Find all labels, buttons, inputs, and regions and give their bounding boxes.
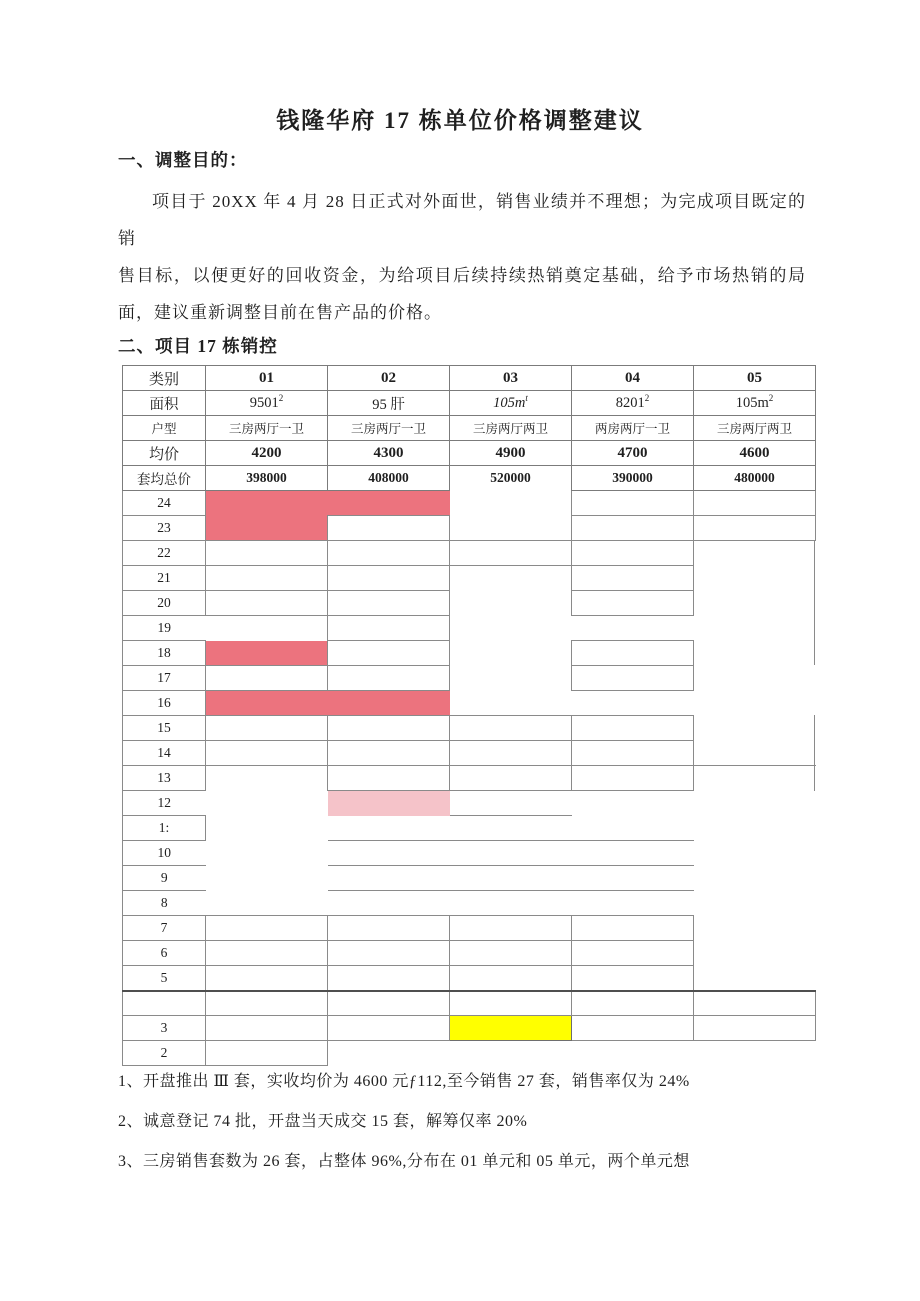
floor-cell bbox=[328, 941, 450, 966]
column-header: 05 bbox=[694, 366, 816, 391]
floor-row bbox=[123, 966, 816, 991]
floor-row bbox=[123, 616, 816, 641]
floor-cell bbox=[572, 641, 694, 666]
floor-cell bbox=[328, 666, 450, 691]
floor-cell bbox=[450, 1041, 572, 1066]
floor-cell bbox=[694, 616, 816, 641]
floor-cell bbox=[694, 816, 816, 841]
floor-label: 24 bbox=[123, 491, 206, 516]
floor-cell bbox=[328, 866, 450, 891]
floor-row bbox=[123, 1016, 816, 1041]
floor-cell bbox=[694, 766, 816, 791]
floor-cell bbox=[328, 491, 450, 516]
area-base: 105m bbox=[735, 394, 769, 411]
floor-cell bbox=[328, 891, 450, 916]
floor-cell bbox=[328, 516, 450, 541]
total-price-value: 480000 bbox=[694, 466, 816, 491]
area-value bbox=[206, 391, 328, 416]
floor-label: 23 bbox=[123, 516, 206, 541]
floor-label: 3 bbox=[123, 1016, 206, 1041]
floor-cell bbox=[694, 966, 816, 991]
floor-cell bbox=[206, 791, 328, 816]
page-title: 钱隆华府 17 栋单位价格调整建议 bbox=[276, 108, 644, 133]
floor-row bbox=[123, 941, 816, 966]
floor-row bbox=[123, 791, 816, 816]
floor-cell bbox=[206, 491, 328, 516]
floor-cell bbox=[206, 591, 328, 616]
area-superscript: t bbox=[525, 392, 528, 403]
floor-cell bbox=[572, 866, 694, 891]
table-right-edge-line bbox=[814, 715, 815, 791]
total-price-value: 390000 bbox=[572, 466, 694, 491]
area-superscript: 2 bbox=[644, 392, 650, 403]
floor-cell bbox=[206, 666, 328, 691]
floor-cell bbox=[328, 541, 450, 566]
floor-label: 14 bbox=[123, 741, 206, 766]
floor-row bbox=[123, 591, 816, 616]
purpose-paragraph bbox=[118, 183, 806, 331]
floor-cell bbox=[450, 1016, 572, 1041]
row-label-unit-type: 户型 bbox=[123, 416, 206, 441]
floor-label: 2 bbox=[123, 1041, 206, 1066]
floor-row bbox=[123, 1041, 816, 1066]
row-label-total-price: 套均总价 bbox=[123, 466, 206, 491]
floor-cell bbox=[206, 716, 328, 741]
floor-label: 10 bbox=[123, 841, 206, 866]
floor-cell bbox=[328, 916, 450, 941]
floor-cell bbox=[572, 891, 694, 916]
note-3: 3、三房销售套数为 26 套，占整体 96%,分布在 01 单元和 05 单元，两个单元想 bbox=[118, 1153, 690, 1170]
row-label-area: 面积 bbox=[123, 391, 206, 416]
floor-cell bbox=[206, 891, 328, 916]
avg-price-value: 4300 bbox=[328, 441, 450, 466]
floor-cell bbox=[694, 866, 816, 891]
floor-label: 1: bbox=[123, 816, 206, 841]
floor-cell bbox=[450, 541, 572, 566]
floor-row bbox=[123, 991, 816, 1016]
avg-price-value: 4900 bbox=[450, 441, 572, 466]
area-superscript: 2 bbox=[278, 392, 284, 403]
area-base: 105m bbox=[493, 394, 526, 411]
floor-row bbox=[123, 766, 816, 791]
floor-cell bbox=[450, 616, 572, 641]
floor-label: 12 bbox=[123, 791, 206, 816]
paragraph-line: 售目标，以便更好的回收资金，为给项目后续持续热销奠定基础，给予市场热销的局 bbox=[118, 266, 806, 285]
table-right-edge-line bbox=[814, 540, 815, 665]
floor-cell bbox=[450, 591, 572, 616]
floor-cell bbox=[694, 891, 816, 916]
area-value bbox=[572, 391, 694, 416]
floor-cell bbox=[206, 741, 328, 766]
floor-cell bbox=[206, 541, 328, 566]
column-header: 02 bbox=[328, 366, 450, 391]
floor-cell bbox=[694, 666, 816, 691]
floor-label: 15 bbox=[123, 716, 206, 741]
table-row-category bbox=[123, 366, 816, 391]
sales-control-table bbox=[122, 365, 816, 1066]
floor-cell bbox=[572, 591, 694, 616]
floor-cell bbox=[206, 941, 328, 966]
floor-cell bbox=[694, 491, 816, 516]
floor-cell bbox=[206, 916, 328, 941]
section-purpose-heading: 一、调整目的： bbox=[118, 150, 248, 170]
floor-label: 20 bbox=[123, 591, 206, 616]
unit-type-value: 三房两厅两卫 bbox=[450, 416, 572, 441]
floor-cell bbox=[206, 691, 328, 716]
floor-row bbox=[123, 666, 816, 691]
floor-cell bbox=[450, 641, 572, 666]
floor-label: 5 bbox=[123, 966, 206, 991]
floor-cell bbox=[572, 941, 694, 966]
floor-row bbox=[123, 566, 816, 591]
floor-cell bbox=[450, 841, 572, 866]
floor-cell bbox=[694, 916, 816, 941]
floor-cell bbox=[206, 1016, 328, 1041]
column-header-label: 类别 bbox=[123, 366, 206, 391]
floor-cell bbox=[328, 1016, 450, 1041]
floor-row bbox=[123, 716, 816, 741]
floor-cell bbox=[450, 691, 572, 716]
unit-type-value: 三房两厅两卫 bbox=[694, 416, 816, 441]
floor-label: 9 bbox=[123, 866, 206, 891]
floor-cell bbox=[206, 616, 328, 641]
floor-cell bbox=[572, 666, 694, 691]
floor-label: 19 bbox=[123, 616, 206, 641]
floor-cell bbox=[206, 866, 328, 891]
floor-cell bbox=[694, 691, 816, 716]
area-value bbox=[694, 391, 816, 416]
avg-price-value: 4600 bbox=[694, 441, 816, 466]
floor-label: 21 bbox=[123, 566, 206, 591]
floor-cell bbox=[694, 791, 816, 816]
floor-cell bbox=[328, 716, 450, 741]
floor-cell bbox=[572, 691, 694, 716]
floor-cell bbox=[450, 816, 572, 841]
floor-cell bbox=[450, 666, 572, 691]
floor-cell bbox=[450, 891, 572, 916]
column-header: 03 bbox=[450, 366, 572, 391]
floor-row bbox=[123, 691, 816, 716]
note-1: 1、开盘推出 Ⅲ 套，实收均价为 4600 元ƒ112,至今销售 27 套，销售率仅为 24% bbox=[118, 1073, 690, 1090]
floor-cell bbox=[572, 991, 694, 1016]
floor-row bbox=[123, 891, 816, 916]
floor-cell bbox=[328, 566, 450, 591]
floor-cell bbox=[206, 641, 328, 666]
floor-cell bbox=[450, 741, 572, 766]
floor-cell bbox=[328, 816, 450, 841]
floor-cell bbox=[328, 991, 450, 1016]
floor-cell bbox=[328, 616, 450, 641]
floor-label bbox=[123, 991, 206, 1016]
column-header: 01 bbox=[206, 366, 328, 391]
area-value bbox=[328, 391, 450, 416]
floor-cell bbox=[328, 641, 450, 666]
floor-row bbox=[123, 866, 816, 891]
unit-type-value: 三房两厅一卫 bbox=[206, 416, 328, 441]
floor-cell bbox=[206, 766, 328, 791]
area-superscript: 2 bbox=[768, 392, 774, 403]
floor-cell bbox=[572, 816, 694, 841]
paragraph-line: 项目于 20XX 年 4 月 28 日正式对外面世，销售业绩并不理想；为完成项目既定的销 bbox=[118, 192, 806, 248]
floor-row bbox=[123, 816, 816, 841]
floor-cell bbox=[450, 516, 572, 541]
floor-cell bbox=[328, 1041, 450, 1066]
floor-cell bbox=[328, 691, 450, 716]
floor-row bbox=[123, 641, 816, 666]
floor-cell bbox=[694, 541, 816, 566]
floor-cell bbox=[328, 766, 450, 791]
floor-cell bbox=[450, 566, 572, 591]
floor-cell bbox=[694, 1016, 816, 1041]
floor-cell bbox=[206, 991, 328, 1016]
row-label-avg-price: 均价 bbox=[123, 441, 206, 466]
floor-cell bbox=[572, 841, 694, 866]
unit-type-value: 两房两厅一卫 bbox=[572, 416, 694, 441]
floor-cell bbox=[206, 841, 328, 866]
floor-cell bbox=[694, 991, 816, 1016]
floor-label: 17 bbox=[123, 666, 206, 691]
floor-cell bbox=[694, 841, 816, 866]
total-price-value: 398000 bbox=[206, 466, 328, 491]
floor-cell bbox=[450, 916, 572, 941]
floor-label: 8 bbox=[123, 891, 206, 916]
floor-row bbox=[123, 491, 816, 516]
floor-label: 18 bbox=[123, 641, 206, 666]
floor-cell bbox=[572, 491, 694, 516]
floor-label: 22 bbox=[123, 541, 206, 566]
floor-cell bbox=[450, 491, 572, 516]
floor-cell bbox=[694, 941, 816, 966]
floor-row bbox=[123, 916, 816, 941]
floor-cell bbox=[450, 716, 572, 741]
total-price-value: 408000 bbox=[328, 466, 450, 491]
floor-row bbox=[123, 516, 816, 541]
floor-cell bbox=[572, 516, 694, 541]
note-2: 2、诚意登记 74 批，开盘当天成交 15 套，解筹仅率 20% bbox=[118, 1113, 528, 1130]
floor-cell bbox=[572, 616, 694, 641]
floor-cell bbox=[572, 716, 694, 741]
floor-cell bbox=[206, 966, 328, 991]
floor-label: 6 bbox=[123, 941, 206, 966]
floor-row bbox=[123, 741, 816, 766]
floor-cell bbox=[572, 541, 694, 566]
unit-type-value: 三房两厅一卫 bbox=[328, 416, 450, 441]
sales-control-table-wrapper bbox=[122, 365, 815, 1066]
floor-cell bbox=[694, 591, 816, 616]
floor-cell bbox=[572, 966, 694, 991]
floor-cell bbox=[328, 966, 450, 991]
floor-row bbox=[123, 841, 816, 866]
table-row-total-price bbox=[123, 466, 816, 491]
floor-cell bbox=[450, 941, 572, 966]
area-value bbox=[450, 391, 572, 416]
area-base: 95 肝 bbox=[372, 396, 405, 413]
total-price-value: 520000 bbox=[450, 466, 572, 491]
floor-cell bbox=[450, 966, 572, 991]
section-sales-heading: 二、项目 17 栋销控 bbox=[118, 336, 278, 356]
floor-cell bbox=[572, 741, 694, 766]
floor-cell bbox=[694, 566, 816, 591]
floor-cell bbox=[572, 916, 694, 941]
floor-label: 7 bbox=[123, 916, 206, 941]
avg-price-value: 4200 bbox=[206, 441, 328, 466]
floor-cell bbox=[694, 741, 816, 766]
floor-cell bbox=[572, 1041, 694, 1066]
floor-cell bbox=[328, 741, 450, 766]
floor-cell bbox=[694, 1041, 816, 1066]
floor-cell bbox=[206, 566, 328, 591]
floor-cell bbox=[694, 641, 816, 666]
paragraph-line: 面，建议重新调整目前在售产品的价格。 bbox=[118, 303, 442, 322]
floor-cell bbox=[572, 566, 694, 591]
floor-cell bbox=[572, 1016, 694, 1041]
floor-cell bbox=[450, 866, 572, 891]
floor-cell bbox=[572, 791, 694, 816]
area-base: 9501 bbox=[249, 394, 279, 411]
floor-cell bbox=[328, 591, 450, 616]
floor-cell bbox=[694, 516, 816, 541]
table-row-unit-type bbox=[123, 416, 816, 441]
floor-cell bbox=[328, 841, 450, 866]
floor-row bbox=[123, 541, 816, 566]
floor-cell bbox=[450, 791, 572, 816]
floor-cell bbox=[206, 816, 328, 841]
floor-cell bbox=[206, 1041, 328, 1066]
floor-label: 16 bbox=[123, 691, 206, 716]
floor-label: 13 bbox=[123, 766, 206, 791]
table-row-avg-price bbox=[123, 441, 816, 466]
area-base: 8201 bbox=[615, 394, 645, 411]
floor-cell bbox=[572, 766, 694, 791]
floor-cell bbox=[450, 766, 572, 791]
column-header: 04 bbox=[572, 366, 694, 391]
table-row-area bbox=[123, 391, 816, 416]
floor-cell bbox=[450, 991, 572, 1016]
floor-cell bbox=[328, 791, 450, 816]
floor-cell bbox=[694, 716, 816, 741]
avg-price-value: 4700 bbox=[572, 441, 694, 466]
floor-cell bbox=[206, 516, 328, 541]
